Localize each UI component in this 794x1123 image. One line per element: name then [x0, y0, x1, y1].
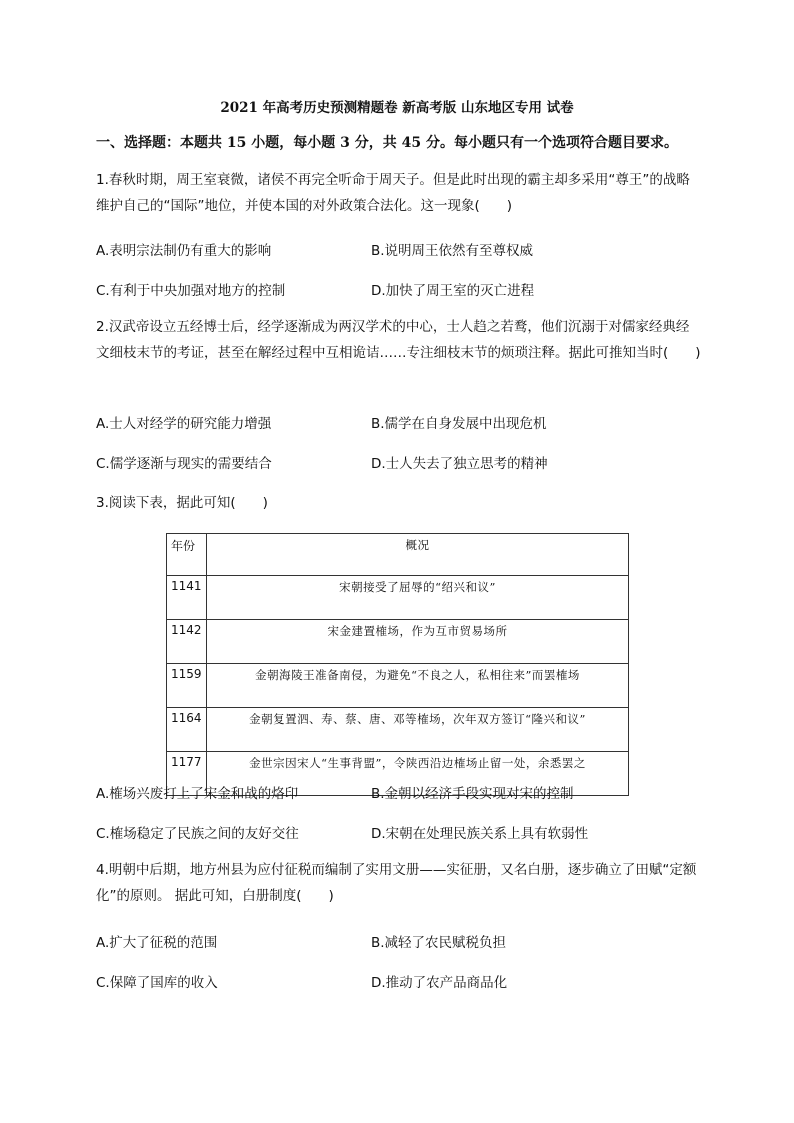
question-3-table [166, 533, 629, 796]
question-4-stem: 4.明朝中后期，地方州县为应付征税而编制了实用文册——实征册，又名白册，逐步确立了田赋“定额化”的原则。 据此可知，白册制度( ) [96, 862, 697, 904]
question-4-option-d[interactable]: D.推动了农产品商品化 [371, 975, 508, 991]
question-3-option-c[interactable]: C.榷场稳定了民族之间的友好交往 [96, 826, 299, 842]
question-2-option-a[interactable]: A.士人对经学的研究能力增强 [96, 416, 272, 432]
table-cell-year: 1177 [167, 752, 207, 796]
table-header-summary: 概况 [207, 534, 629, 576]
question-4-option-a[interactable]: A.扩大了征税的范围 [96, 935, 218, 951]
table-header-year: 年份 [167, 534, 207, 576]
question-1-option-a[interactable]: A.表明宗法制仍有重大的影响 [96, 243, 272, 259]
table-row [167, 576, 629, 620]
table-header-row [167, 534, 629, 576]
question-2-option-c[interactable]: C.儒学逐渐与现实的需要结合 [96, 456, 272, 472]
question-3-option-a[interactable]: A.榷场兴废打上了宋金和战的烙印 [96, 786, 299, 802]
question-3-option-d[interactable]: D.宋朝在处理民族关系上具有软弱性 [371, 826, 589, 842]
table-cell-summary: 金朝复置泗、寿、蔡、唐、邓等榷场，次年双方签订“隆兴和议” [207, 708, 629, 752]
table-cell-summary: 宋朝接受了屈辱的“绍兴和议” [207, 576, 629, 620]
question-4-option-c[interactable]: C.保障了国库的收入 [96, 975, 218, 991]
table-cell-year: 1141 [167, 576, 207, 620]
question-1-option-d[interactable]: D.加快了周王室的灭亡进程 [371, 283, 535, 299]
table-cell-year: 1142 [167, 620, 207, 664]
section-heading: 一、选择题：本题共 15 小题，每小题 3 分，共 45 分。每小题只有一个选项符合题目要求。 [96, 135, 678, 151]
question-4-option-b[interactable]: B.减轻了农民赋税负担 [371, 935, 507, 951]
table-row [167, 620, 629, 664]
document-title: 2021 年高考历史预测精题卷 新高考版 山东地区专用 试卷 [220, 100, 574, 116]
table-cell-summary: 金世宗因宋人“生事背盟”，令陕西沿边榷场止留一处，余悉罢之 [207, 752, 629, 796]
question-3-option-b[interactable]: B.金朝以经济手段实现对宋的控制 [371, 786, 574, 802]
question-1-option-b[interactable]: B.说明周王依然有至尊权威 [371, 243, 534, 259]
table-cell-summary: 宋金建置榷场，作为互市贸易场所 [207, 620, 629, 664]
question-2-stem: 2.汉武帝设立五经博士后，经学逐渐成为两汉学术的中心，士人趋之若鹜，他们沉溺于对儒家经典经文细枝末节的考证，甚至在解经过程中互相诡诘……专注细枝末节的烦琐注释。据此可推知当时( ) [96, 319, 701, 361]
question-2-option-b[interactable]: B.儒学在自身发展中出现危机 [371, 416, 547, 432]
table-cell-summary: 金朝海陵王准备南侵，为避免“不良之人，私相往来”而罢榷场 [207, 664, 629, 708]
question-2-option-d[interactable]: D.士人失去了独立思考的精神 [371, 456, 548, 472]
table-row [167, 708, 629, 752]
table-row [167, 664, 629, 708]
table-cell-year: 1159 [167, 664, 207, 708]
question-1-stem: 1.春秋时期，周王室衰微，诸侯不再完全听命于周天子。但是此时出现的霸主却多采用“尊王”的战略维护自己的“国际”地位，并使本国的对外政策合法化。这一现象( ) [96, 172, 690, 214]
question-3-stem: 3.阅读下表，据此可知( ) [96, 495, 268, 511]
table-cell-year: 1164 [167, 708, 207, 752]
question-1-option-c[interactable]: C.有利于中央加强对地方的控制 [96, 283, 286, 299]
